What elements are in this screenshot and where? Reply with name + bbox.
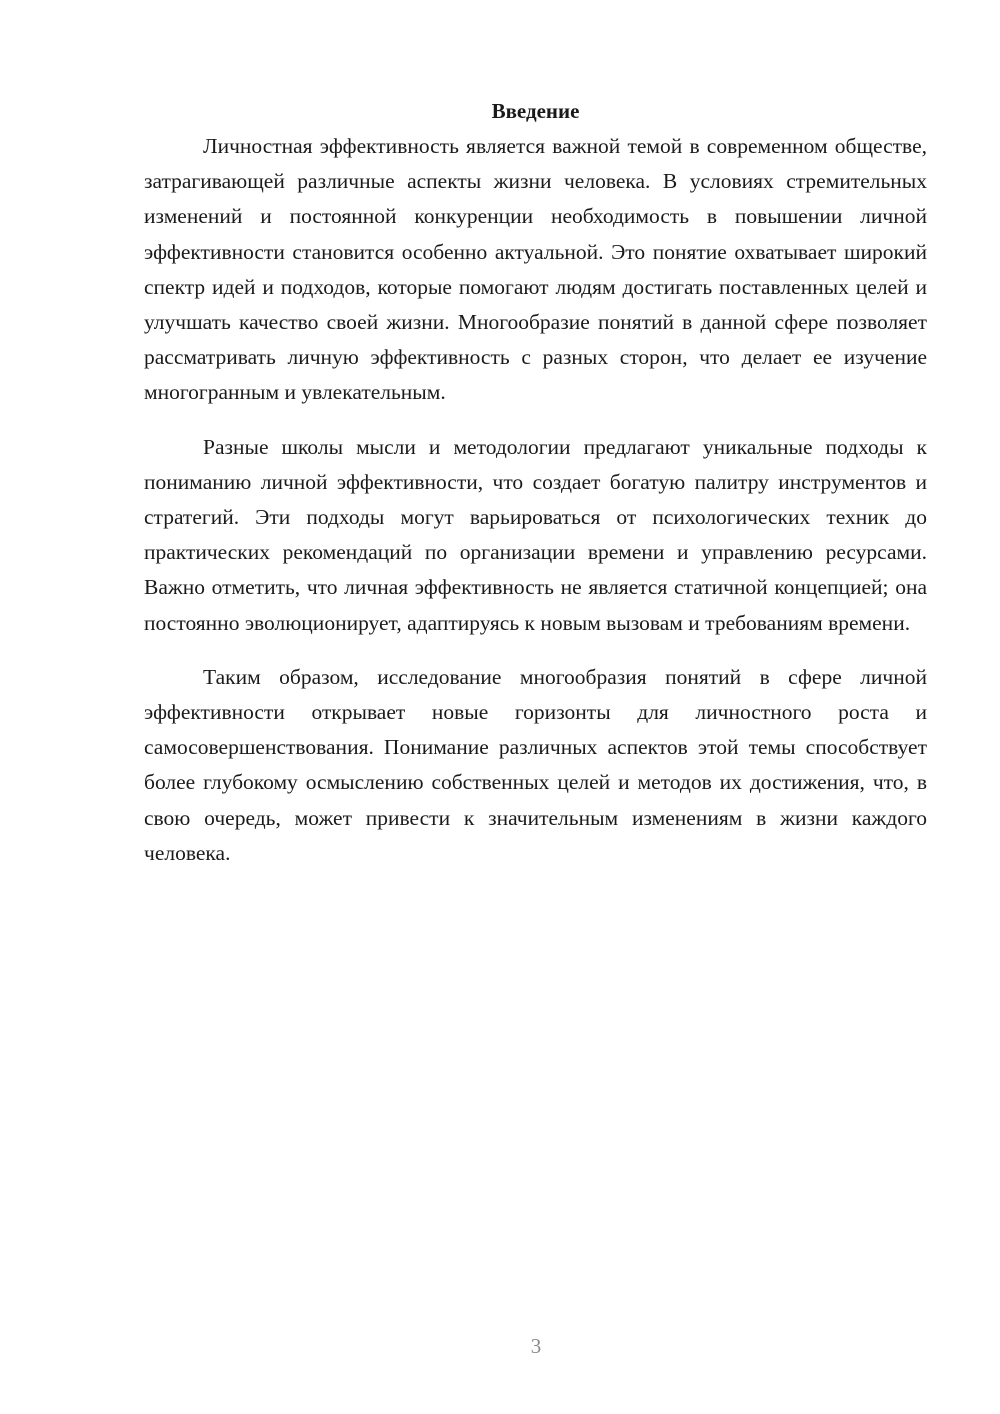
paragraph-2: Разные школы мысли и методологии предлагают уникальные подходы к пониманию личной эффективности, что создает богатую палитру инструментов и стратегий. Эти подходы могут варьироваться от психологических техник до практических рекомендаций по организации времени и управлению ресурсами. Важно отметить, что личная эффективность не является статичной концепцией; она постоянно эволюционирует, адаптируясь к новым вызовам и требованиям времени. <box>144 434 927 635</box>
paragraph-3: Таким образом, исследование многообразия понятий в сфере личной эффективности открывает новые горизонты для личностного роста и самосовершенствования. Понимание различных аспектов этой темы способствует более глубокому осмыслению собственных целей и методов их достижения, что, в свою очередь, может привести к значительным изменениям в жизни каждого человека. <box>144 664 927 865</box>
section-heading: Введение <box>491 99 580 123</box>
page-content <box>144 96 927 871</box>
page-number: 3 <box>530 1334 542 1358</box>
paragraph-1: Личностная эффективность является важной темой в современном обществе, затрагивающей различные аспекты жизни человека. В условиях стремительных изменений и постоянной конкуренции необходимость в повышении личной эффективности становится особенно актуальной. Это понятие охватывает широкий спектр идей и подходов, которые помогают людям достигать поставленных целей и улучшать качество своей жизни. Многообразие понятий в данной сфере позволяет рассматривать личную эффективность с разных сторон, что делает ее изучение многогранным и увлекательным. <box>144 134 927 405</box>
